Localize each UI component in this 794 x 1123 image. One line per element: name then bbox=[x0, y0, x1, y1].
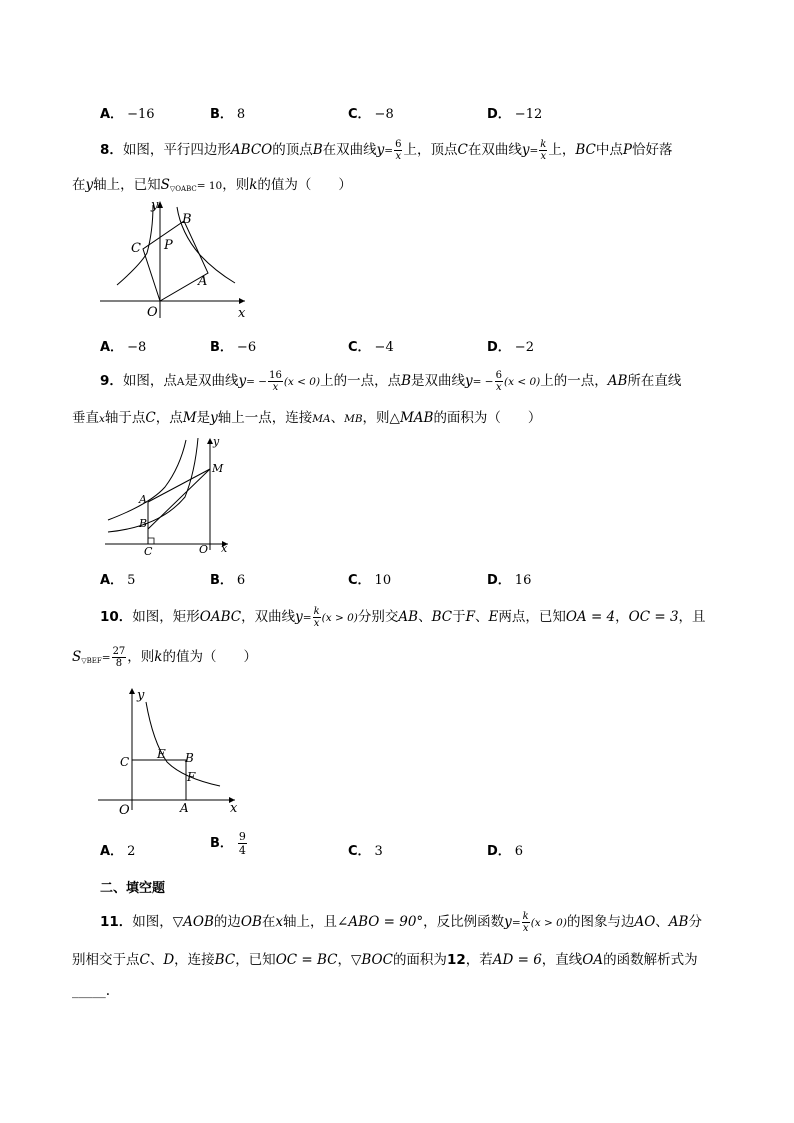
q10-option-a: A． 2 bbox=[100, 844, 136, 859]
q9-label-o: O bbox=[199, 543, 209, 556]
q9-label-y: y bbox=[213, 435, 220, 448]
section-title-fill-blank: 二、填空题 bbox=[100, 881, 166, 896]
q10-label-x: x bbox=[230, 801, 238, 816]
q9-fraction-1: $\frac{16}{x}$ bbox=[269, 370, 282, 393]
q10-stem-line1: 10．如图，矩形OABC，双曲线y= $\frac{k}{x}$ (x > 0)分别交AB、BC于F、E两点，已知OA = 4，OC = 3，且 bbox=[100, 606, 706, 629]
q11-answer-blank: _____. bbox=[72, 983, 111, 999]
q7-option-c: C． −8 bbox=[348, 107, 394, 122]
q10-label-a: A bbox=[180, 801, 189, 815]
q7-option-b: B． 8 bbox=[210, 107, 246, 122]
q10-option-c: C． 3 bbox=[348, 844, 383, 859]
q11-fraction: $\frac{k}{x}$ bbox=[522, 911, 529, 934]
q10-option-d: D． 6 bbox=[487, 844, 524, 859]
q10-label-f: F bbox=[187, 770, 196, 784]
q9-option-d: D． 16 bbox=[487, 573, 532, 588]
q8-option-d: D． −2 bbox=[487, 340, 534, 355]
q8-label-c: C bbox=[131, 241, 141, 256]
q11-stem-line1: 11．如图，▽AOB的边OB在x轴上，且∠ABO = 90°，反比例函数y= $\frac{k}{x}$ (x > 0)的图象与边AO、AB分 bbox=[100, 911, 702, 934]
q10-stem-line2: $S_{▽BEF}=$ $\frac{27}{8}$ ，则k的值为（ ） bbox=[72, 646, 257, 669]
q10-label-b: B bbox=[185, 751, 194, 765]
q8-option-c: C． −4 bbox=[348, 340, 394, 355]
q9-label-b: B bbox=[139, 517, 148, 530]
q8-fraction-1: $\frac{6}{x}$ bbox=[395, 139, 402, 162]
q9-label-c: C bbox=[144, 545, 153, 557]
q9-figure bbox=[100, 432, 240, 557]
q10-label-e: E bbox=[157, 747, 166, 761]
q9-label-x: x bbox=[221, 542, 228, 555]
q8-stem-line1: 8．如图，平行四边形ABCO的顶点B在双曲线y= $\frac{6}{x}$ 上，顶点C在双曲线y= $\frac{k}{x}$ 上，BC中点P恰好落 bbox=[100, 139, 673, 162]
q9-option-a: A． 5 bbox=[100, 573, 136, 588]
q10-label-o: O bbox=[119, 803, 130, 817]
q8-stem-line2: 在y轴上，已知$S_{▽OABC}= 10$，则k的值为（ ） bbox=[72, 177, 352, 193]
q9-fraction-2: $\frac{6}{x}$ bbox=[495, 370, 502, 393]
q8-label-y: y bbox=[151, 198, 159, 213]
q8-figure bbox=[95, 193, 260, 323]
q7-option-d: D． −12 bbox=[487, 107, 543, 122]
q8-label-x: x bbox=[238, 306, 246, 321]
q9-stem-line1: 9．如图，点A是双曲线y= − $\frac{16}{x}$ (x < 0)上的一点，点B是双曲线y= − $\frac{6}{x}$ (x < 0)上的一点，AB所在直线 bbox=[100, 370, 682, 393]
q10-figure bbox=[95, 682, 245, 817]
q9-option-c: C． 10 bbox=[348, 573, 392, 588]
q10-fraction: $\frac{k}{x}$ bbox=[313, 606, 320, 629]
q10-option-b: B． $\frac{9}{4}$ bbox=[210, 830, 246, 857]
q9-stem-line2: 垂直x轴于点C，点M是y轴上一点，连接MA、MB，则△MAB的面积为（ ） bbox=[72, 410, 542, 426]
q10-area-fraction: $\frac{27}{8}$ bbox=[112, 646, 126, 669]
q8-fraction-2: $\frac{k}{x}$ bbox=[540, 139, 547, 162]
q11-stem-line2: 别相交于点C、D，连接BC，已知OC = BC，▽BOC的面积为12，若AD = 6，直线OA的函数解析式为 bbox=[72, 952, 698, 968]
q7-option-a: A． −16 bbox=[100, 107, 155, 122]
q9-label-m: M bbox=[212, 462, 224, 475]
q8-label-a: A bbox=[198, 274, 208, 289]
q10-label-c: C bbox=[120, 755, 130, 769]
q8-label-p: P bbox=[164, 238, 173, 253]
q8-label-o: O bbox=[147, 305, 158, 320]
q9-option-b: B． 6 bbox=[210, 573, 246, 588]
q10-label-y: y bbox=[137, 688, 145, 703]
q8-option-b: B． −6 bbox=[210, 340, 257, 355]
q9-label-a: A bbox=[139, 493, 147, 506]
q8-label-b: B bbox=[182, 212, 192, 227]
q8-option-a: A． −8 bbox=[100, 340, 147, 355]
